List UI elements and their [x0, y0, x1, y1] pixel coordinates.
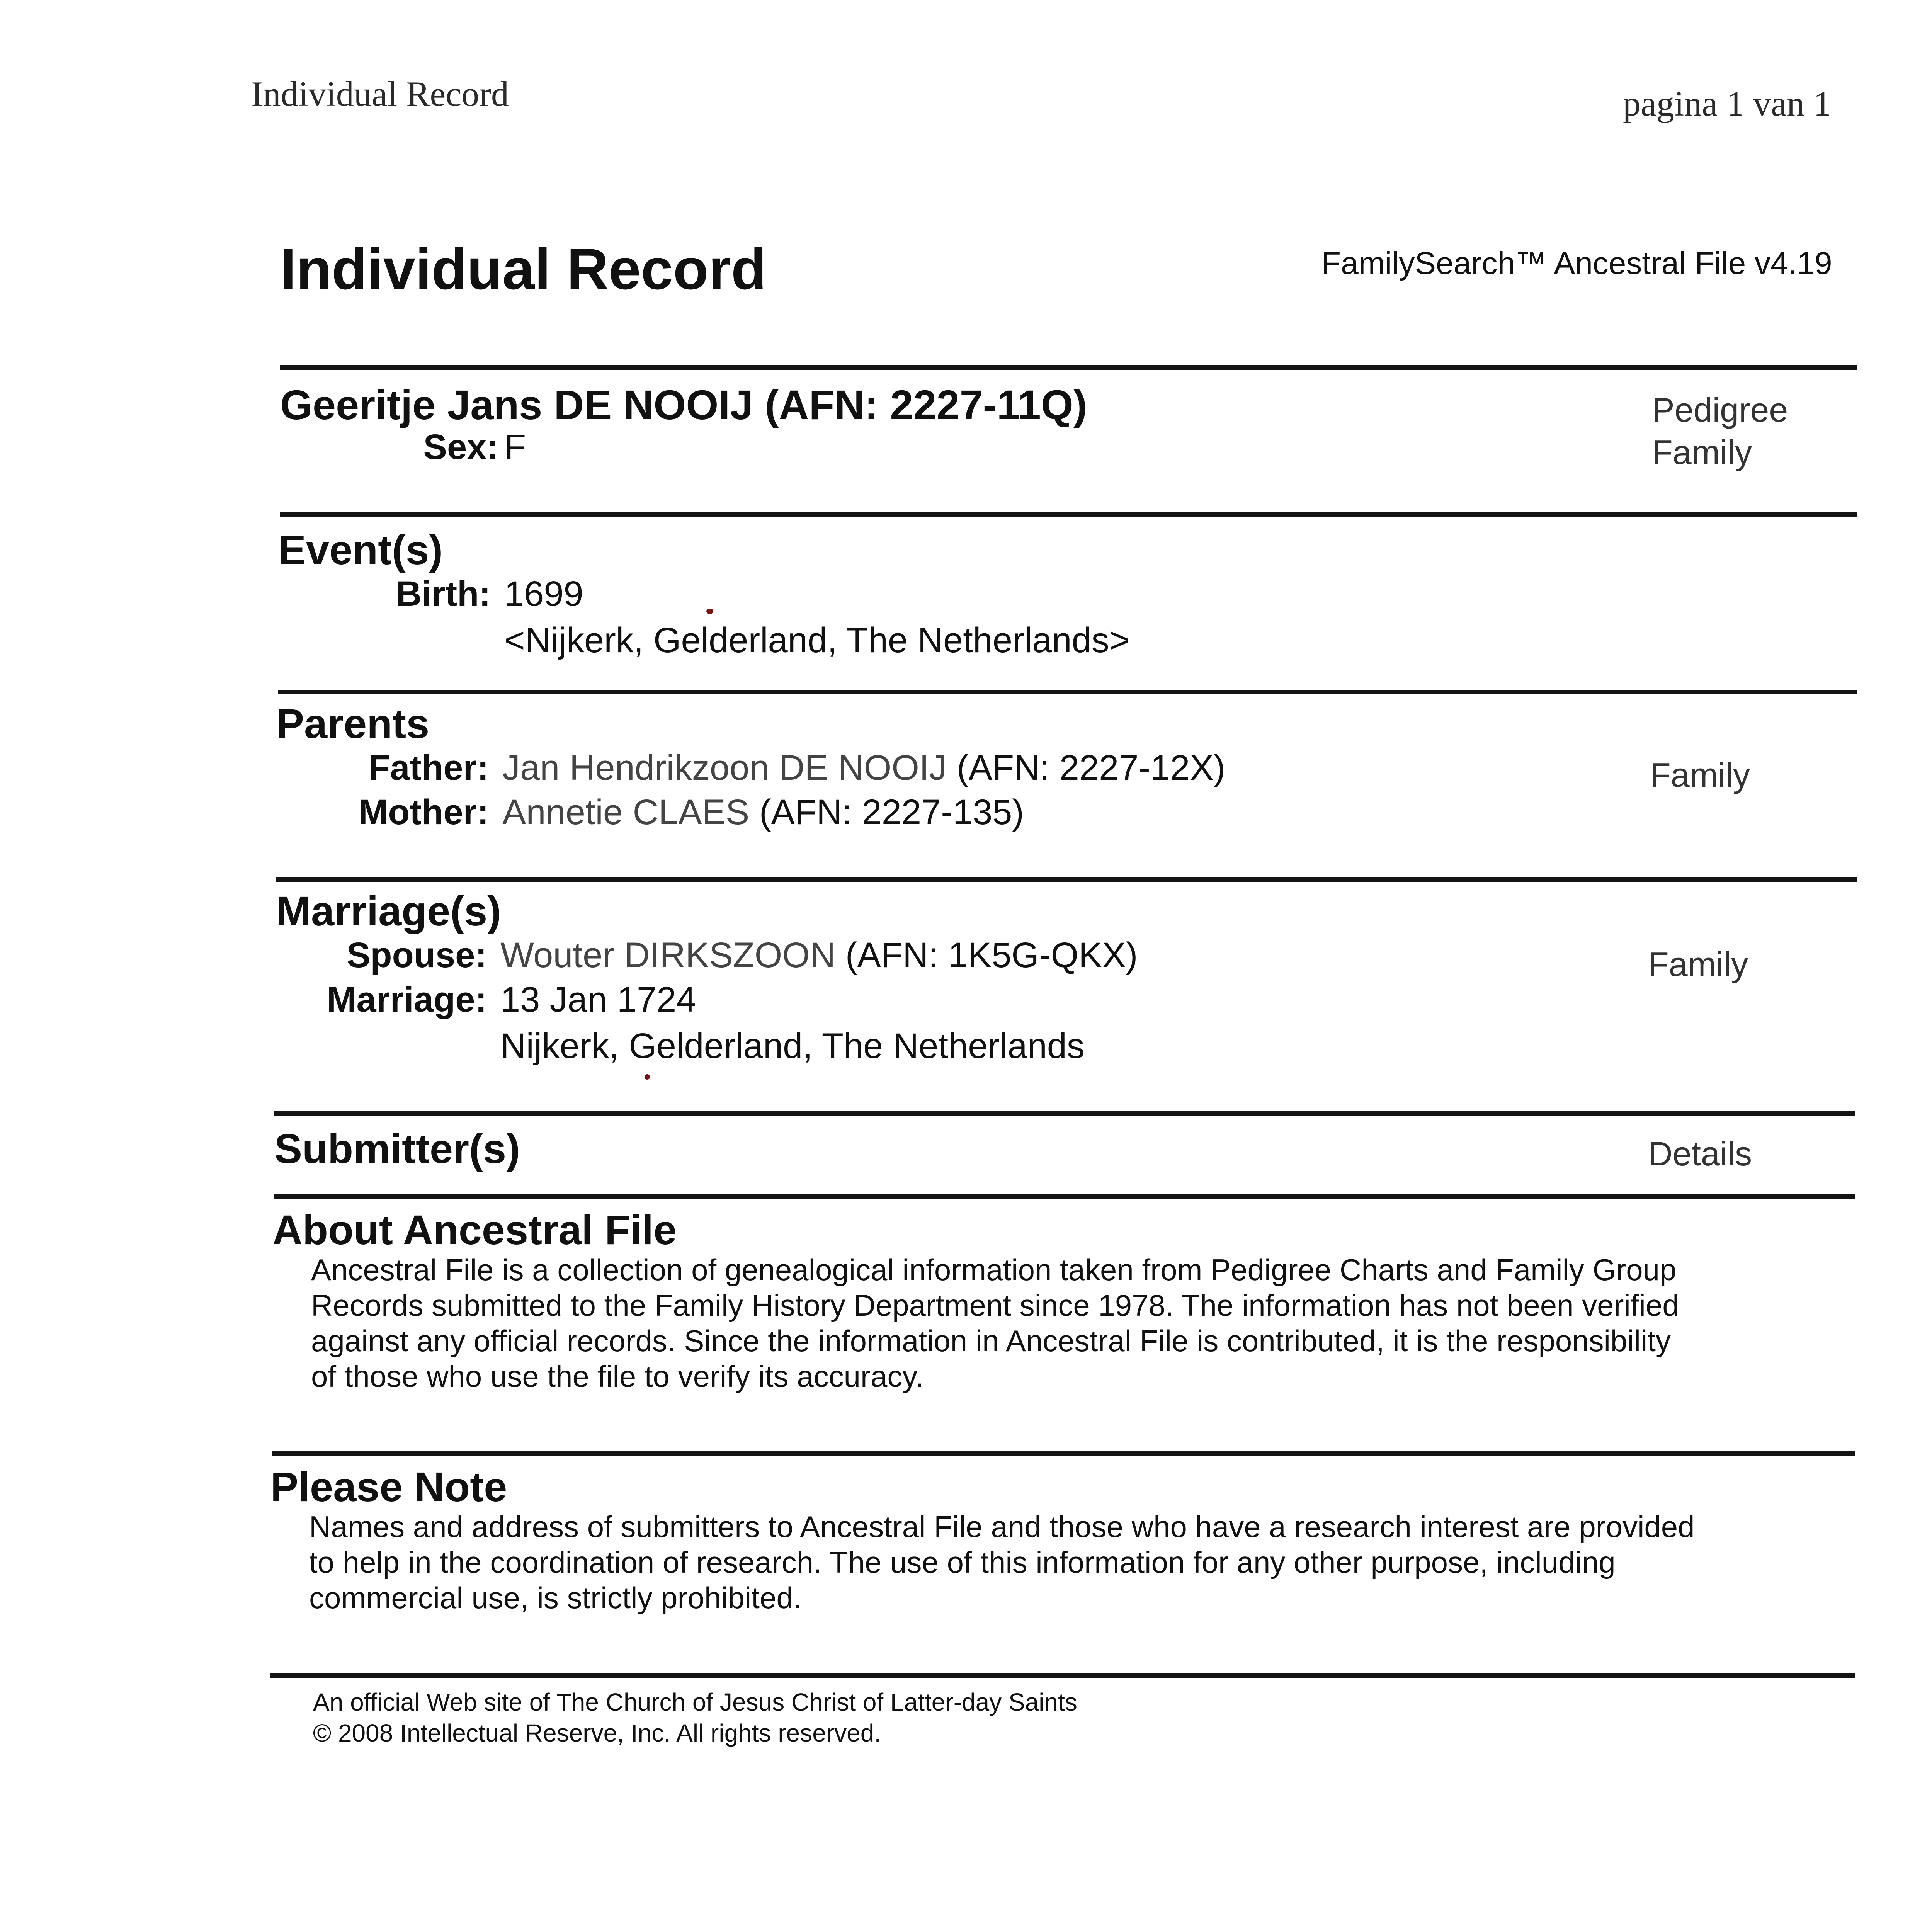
- mother-afn: (AFN: 2227-135): [749, 793, 1024, 832]
- about-line: Records submitted to the Family History Department since 1978. The information has not been verified: [311, 1288, 1679, 1322]
- source-label: FamilySearch™ Ancestral File v4.19: [1321, 246, 1832, 281]
- about-line: Ancestral File is a collection of genealogical information taken from Pedigree Charts and Family Group: [311, 1253, 1677, 1287]
- section-divider: [280, 365, 1857, 370]
- parents-family-link[interactable]: Family: [1650, 756, 1750, 794]
- family-link[interactable]: Family: [1652, 433, 1752, 471]
- submitters-heading: Submitter(s): [274, 1125, 520, 1172]
- pedigree-link[interactable]: Pedigree: [1652, 391, 1788, 429]
- note-paragraph: [309, 1509, 1835, 1616]
- father-afn: (AFN: 2227-12X): [947, 748, 1226, 787]
- about-line: of those who use the file to verify its accuracy.: [311, 1359, 924, 1393]
- parents-heading: Parents: [276, 700, 430, 747]
- spouse-entry: [500, 935, 1138, 976]
- footer-text: [313, 1687, 1077, 1748]
- mother-link[interactable]: Annetie CLAES: [502, 793, 750, 832]
- individual-name: Geeritje Jans DE NOOIJ (AFN: 2227-11Q): [280, 381, 1087, 428]
- section-divider: [274, 1194, 1855, 1199]
- about-paragraph: [311, 1252, 1837, 1394]
- section-divider: [276, 877, 1857, 882]
- section-divider: [274, 1111, 1855, 1116]
- about-line: against any official records. Since the information in Ancestral File is contributed, it is the responsibility: [311, 1324, 1671, 1358]
- about-heading: About Ancestral File: [272, 1206, 677, 1253]
- sex-value: F: [504, 427, 526, 467]
- birth-label: Birth:: [396, 574, 491, 614]
- marriage-label: Marriage:: [327, 980, 487, 1019]
- father-label: Father:: [368, 748, 489, 787]
- print-page-number: pagina 1 van 1: [1623, 84, 1832, 123]
- spouse-afn: (AFN: 1K5G-QKX): [835, 935, 1138, 975]
- mother-entry: [502, 792, 1024, 833]
- mother-label: Mother:: [358, 793, 489, 832]
- footer-divider: [270, 1673, 1855, 1678]
- section-divider: [278, 690, 1857, 694]
- marriage-place: Nijkerk, Gelderland, The Netherlands: [500, 1026, 1085, 1066]
- birth-place: <Nijkerk, Gelderland, The Netherlands>: [504, 621, 1130, 660]
- scan-speck: [706, 609, 713, 614]
- note-line: to help in the coordination of research. The use of this information for any other purpose, including: [309, 1545, 1616, 1579]
- section-divider: [272, 1451, 1855, 1456]
- footer-line-2: © 2008 Intellectual Reserve, Inc. All rights reserved.: [313, 1719, 881, 1747]
- sex-label: Sex:: [423, 427, 498, 467]
- print-header-title: Individual Record: [251, 74, 509, 114]
- footer-line-1: An official Web site of The Church of Jesus Christ of Latter-day Saints: [313, 1688, 1077, 1716]
- events-heading: Event(s): [278, 526, 443, 573]
- father-entry: [502, 748, 1225, 788]
- submitter-details-link[interactable]: Details: [1648, 1134, 1752, 1173]
- marriage-date: 13 Jan 1724: [500, 980, 696, 1019]
- note-line: commercial use, is strictly prohibited.: [309, 1581, 802, 1615]
- father-link[interactable]: Jan Hendrikzoon DE NOOIJ: [502, 748, 947, 787]
- spouse-label: Spouse:: [347, 935, 487, 975]
- spouse-link[interactable]: Wouter DIRKSZOON: [500, 935, 836, 975]
- marriages-heading: Marriage(s): [276, 888, 502, 934]
- marriages-family-link[interactable]: Family: [1648, 945, 1748, 983]
- scan-speck: [645, 1074, 650, 1080]
- birth-date: 1699: [504, 574, 583, 614]
- page-title: Individual Record: [280, 236, 767, 301]
- note-line: Names and address of submitters to Ancestral File and those who have a research interest are provided: [309, 1510, 1695, 1544]
- section-divider: [280, 512, 1857, 517]
- note-heading: Please Note: [270, 1463, 507, 1510]
